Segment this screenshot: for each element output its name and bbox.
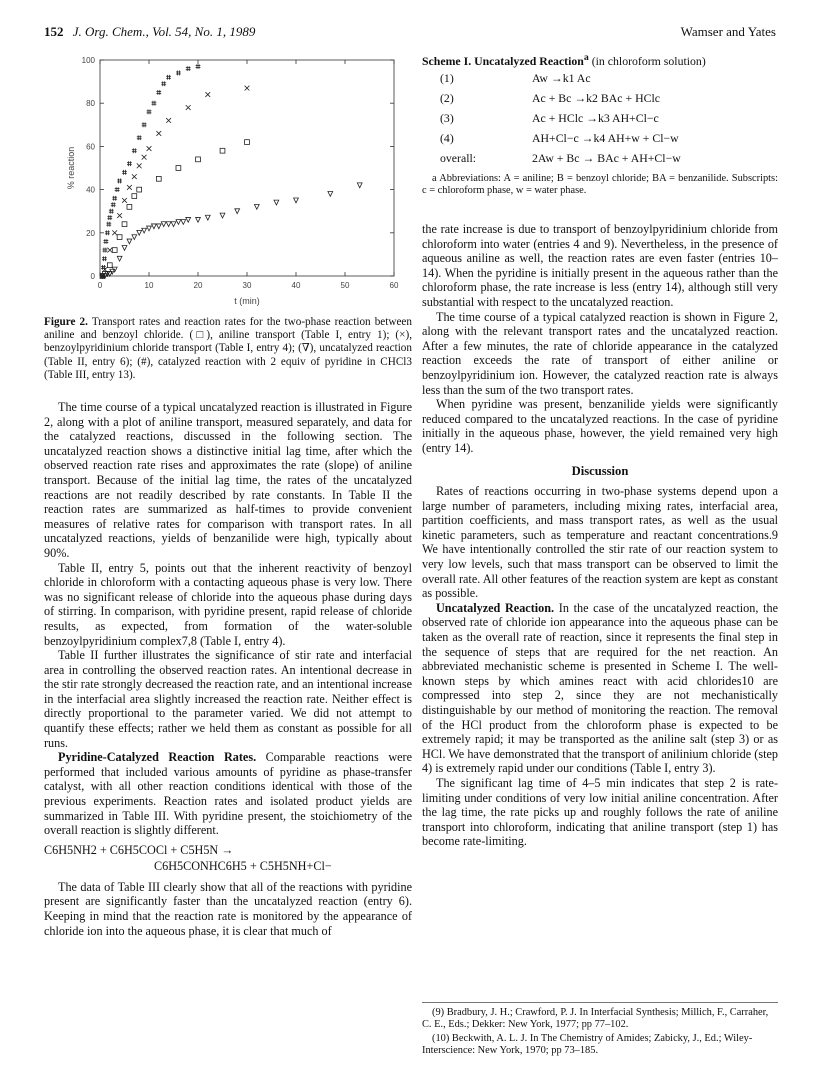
x-tick-label: 30 [242, 281, 252, 290]
triangle-marker [166, 222, 171, 227]
data-point-x [117, 213, 122, 218]
triangle-marker [274, 200, 279, 205]
data-point-square [117, 235, 122, 240]
data-point-hash [112, 196, 117, 201]
data-point-hash [127, 161, 132, 166]
square-marker [245, 140, 250, 145]
paragraph: The significant lag time of 4–5 min indicates that step 2 is rate-limiting under conditions of very low initial aniline concentration. After the lag time, the rate picks up and roughly follows the rate of aniline transport into chloroform, indicating that aniline transport (step 1) has become rate-limiting. [422, 775, 778, 849]
data-point-square [220, 148, 225, 153]
paragraph: The time course of a typical catalyzed reaction is shown in Figure 2, along with the relevant transport rates and the uncatalyzed reaction. After a few minutes, the rate of chloride appearance in the catalyzed reaction exceeds the rate of transport of either aniline or benzoylpyridinium ion. However, the catalyzed reaction rate is always less than the sum of the two transport rates. [422, 309, 778, 397]
footnotes [422, 1002, 778, 1059]
data-point-square [156, 176, 161, 181]
triangle-marker [152, 224, 157, 229]
triangle-marker [122, 246, 127, 251]
data-point-triangle [274, 200, 279, 205]
figure-caption [44, 316, 412, 382]
x-axis-label: t (min) [234, 296, 260, 306]
scheme-1 [422, 52, 778, 197]
x-tick-label: 0 [97, 281, 103, 290]
square-marker [220, 148, 225, 153]
triangle-marker [132, 235, 137, 240]
paragraph: When pyridine was present, benzanilide yields were significantly reduced compared to the uncatalyzed reactions. In the case of pyridine initially in the aqueous phase, however, the yield remained very high (entry 14). [422, 397, 778, 455]
footnote-9: (9) Bradbury, J. H.; Crawford, P. J. In Interfacial Synthesis; Millich, F., Carraher, C. E., Eds.; Dekker: New York, 1977; pp 77–102. [422, 1007, 769, 1030]
data-point-x [142, 155, 147, 160]
scheme-step: (3) Ac + HClc →k3 AH+Cl−c [440, 110, 659, 125]
data-point-square [112, 248, 117, 253]
data-point-x [107, 248, 112, 253]
square-marker [132, 194, 137, 199]
data-point-hash [102, 256, 107, 261]
triangle-marker [156, 224, 161, 229]
y-tick-label: 100 [81, 56, 95, 65]
triangle-marker [117, 256, 122, 261]
left-column [44, 400, 412, 938]
triangle-marker [181, 220, 186, 225]
scheme-step: (1) Aw →k1 Ac [440, 70, 591, 85]
y-tick-label: 60 [86, 142, 95, 152]
right-column [422, 222, 778, 849]
triangle-marker [161, 222, 166, 227]
data-point-x [132, 174, 137, 179]
data-point-x [122, 198, 127, 203]
data-point-hash [109, 209, 114, 214]
section-heading: Discussion [571, 463, 629, 478]
paragraph-body: In the case of the uncatalyzed reaction, the observed rate of chloride ion appearance into the aqueous phase can be taken as the overall rate of reaction, since it represents the final step in the sequence of steps that are required for the net reaction. An abbreviated mechanistic scheme is presented in Scheme I. The well-known steps by which amines react with acid chlorides10 are compressed into step 2, since they are not mechanistically distinguishable by our method of monitoring the reaction. The removal of the HCl product from the chloroform phase is expected to be extremely rapid; it may be transported as the aniline salt (step 3) or as HCl. We have demonstrated that the transport of anilinium chloride (step 4) is extremely rapid under our conditions (Table I, entry 3). [422, 600, 778, 776]
data-point-hash [156, 90, 161, 95]
data-point-triangle [142, 228, 147, 233]
data-point-hash [161, 81, 166, 86]
paragraph: Table II, entry 5, points out that the inherent reactivity of benzoyl chloride in chloroform with a contacting aqueous phase is very low. There was no significant release of chloride into the aqueous phase during days of stirring. In comparison, with pyridine present, rapid release of chloride results, as expected, from formation of the water-soluble benzoylpyridinium complex7,8 (Table I, entry 4). [44, 560, 412, 648]
x-tick-label: 20 [193, 281, 203, 290]
paragraph: The time course of a typical uncatalyzed reaction is illustrated in Figure 2, along with a plot of aniline transport, measured separately, and data for the catalyzed reactions, discussed in the following section. The uncatalyzed reaction shows a distinctive initial lag time, after which the observed reaction rate rises and approximates the rate (slope) of aniline transport. Because of the initial lag time, the rates of the uncatalyzed reactions are not readily described by rate constants. In Table II the reaction rates are summarized as half-times to provide convenient measures of relative rates for comparison with transport rates. In all uncatalyzed reactions, yields of benzanilide were high, typically about 90%. [44, 400, 412, 560]
paragraph-lead: Uncatalyzed Reaction. [436, 600, 555, 615]
caption-label: Figure 2. [44, 316, 88, 328]
paragraph: The data of Table III clearly show that all of the reactions with pyridine present are significantly faster than the uncatalyzed reaction (entry 6). Keeping in mind that the reaction rate is monitored by the appearance of chloride ion into the aqueous phase, it is clear that much of [44, 879, 412, 938]
square-marker [117, 235, 122, 240]
data-point-x [205, 92, 210, 97]
scheme-title: Scheme I. Uncatalyzed Reaction$^a$ (in chloroform solution) [422, 52, 706, 68]
x-tick-label: 50 [340, 281, 350, 290]
data-point-hash [107, 215, 112, 220]
data-point-triangle [156, 224, 161, 229]
triangle-marker [127, 239, 132, 244]
data-point-triangle [205, 215, 210, 220]
data-point-x [186, 105, 191, 110]
data-point-hash [105, 230, 110, 235]
data-point-hash [142, 122, 147, 127]
data-point-x [147, 146, 152, 151]
data-point-triangle [152, 224, 157, 229]
square-marker [156, 176, 161, 181]
data-point-hash [103, 248, 108, 253]
data-point-triangle [122, 246, 127, 251]
data-point-triangle [235, 209, 240, 214]
data-point-hash [166, 75, 171, 80]
x-tick-label: 10 [144, 281, 154, 290]
data-point-triangle [294, 198, 299, 203]
y-tick-label: 0 [90, 272, 95, 281]
paragraph-lead: Pyridine-Catalyzed Reaction Rates. [58, 750, 257, 765]
x-tick-label: 40 [291, 281, 301, 290]
data-point-triangle [357, 183, 362, 188]
footnote-10: (10) Beckwith, A. L. J. In The Chemistry of Amides; Zabicky, J., Ed.; Wiley-Interscience: New York, 1970; pp 73–185. [422, 1033, 753, 1056]
triangle-marker [171, 222, 176, 227]
header-authors: Wamser and Yates [680, 24, 776, 39]
y-tick-label: 20 [86, 228, 95, 238]
data-point-triangle [328, 192, 333, 197]
y-axis-label: % reaction [66, 146, 76, 190]
paragraph: Rates of reactions occurring in two-phase systems depend upon a large number of parameters, including mixing rates, interfacial area, partition coefficients, and mass transport rates, as well as the usual kinetic parameters, such as temperature and reactant concentrations.9 We have intentionally controlled the stir rate of our reaction system to very low levels, such that mass transport can be observed to limit the overall rate. All other features of the reaction system are kept as constant as possible. [422, 484, 778, 601]
data-point-x [245, 86, 250, 91]
data-point-x [166, 118, 171, 123]
chart-marks [100, 64, 362, 278]
paragraph [422, 601, 778, 776]
data-point-hash [122, 170, 127, 175]
page-number: 152 [44, 24, 64, 39]
data-point-square [196, 157, 201, 162]
journal-citation: J. Org. Chem., Vol. 54, No. 1, 1989 [72, 24, 256, 39]
data-point-triangle [254, 204, 259, 209]
triangle-marker [357, 183, 362, 188]
data-point-hash [137, 135, 142, 140]
triangle-marker [328, 192, 333, 197]
data-point-hash [117, 179, 122, 184]
triangle-marker [254, 204, 259, 209]
triangle-marker [235, 209, 240, 214]
data-point-triangle [127, 239, 132, 244]
data-point-triangle [196, 217, 201, 222]
caption-text: Transport rates and reaction rates for the two-phase reaction between aniline and benzoyl chloride. (□), aniline transport (Table I, entry 1); (×), benzoylpyridinium chloride transport (Table I, entry 4); (∇), uncatalyzed reaction (Table II, entry 6); (#), catalyzed reaction with 2 equiv of pyridine in CHCl3 (Table III, entry 13). [44, 316, 412, 381]
data-point-square [127, 204, 132, 209]
triangle-marker [142, 228, 147, 233]
data-point-square [245, 140, 250, 145]
x-tick-label: 60 [389, 281, 399, 290]
square-marker [107, 263, 112, 268]
equation-line-1: C6H5NH2 + C6H5COCl + C5H5N → [44, 842, 234, 857]
triangle-marker [186, 217, 191, 222]
data-point-triangle [132, 235, 137, 240]
data-point-square [176, 166, 181, 171]
data-point-hash [147, 109, 152, 114]
scheme-footnote: a Abbreviations: A = aniline; B = benzoyl chloride; BA = benzanilide. Subscripts: c = chloroform phase, w = water phase. [422, 172, 778, 196]
triangle-marker [294, 198, 299, 203]
paragraph [44, 750, 412, 838]
data-point-hash [196, 64, 201, 69]
data-point-hash [152, 101, 157, 106]
data-point-triangle [166, 222, 171, 227]
data-point-x [156, 131, 161, 136]
data-point-hash [176, 71, 181, 76]
plot-frame [100, 60, 394, 276]
data-point-triangle [161, 222, 166, 227]
chart-axes [66, 56, 399, 306]
triangle-marker [137, 230, 142, 235]
triangle-marker [196, 217, 201, 222]
reaction-equation [44, 842, 412, 874]
square-marker [122, 222, 127, 227]
data-point-hash [106, 222, 111, 227]
data-point-square [107, 263, 112, 268]
data-point-triangle [117, 256, 122, 261]
data-point-x [137, 163, 142, 168]
paragraph: the rate increase is due to transport of benzoylpyridinium chloride from chloroform into water (entries 4 and 9). Nevertheless, in the presence of aqueous aniline as well, the reaction rates are even faster (entries 10–14). When the pyridine is initially present in the aqueous rather than the chloroform phase, the rate increase is less (entry 14), although still very substantial with respect to the uncatalyzed reaction. [422, 222, 778, 309]
data-point-triangle [171, 222, 176, 227]
data-point-hash [132, 148, 137, 153]
triangle-marker [220, 213, 225, 218]
equation-line-2: C6H5CONHC6H5 + C5H5NH+Cl− [154, 858, 332, 873]
data-point-square [132, 194, 137, 199]
data-point-hash [186, 66, 191, 71]
square-marker [176, 166, 181, 171]
paragraph-body: Comparable reactions were performed that included various amounts of pyridine as phase-transfer catalyst, with all other reaction conditions identical with those of the previous experiments. Reaction rates and isolated product yields are summarized in Table III. With pyridine present, the stoichiometry of the overall reaction is slightly different. [44, 750, 412, 838]
scheme-overall: overall: 2Aw + Bc → BAc + AH+Cl−w [440, 150, 681, 165]
square-marker [137, 187, 142, 192]
triangle-marker [176, 220, 181, 225]
square-marker [127, 204, 132, 209]
header-left [44, 24, 255, 40]
scheme-step: (2) Ac + Bc →k2 BAc + HClc [440, 90, 660, 105]
y-tick-label: 80 [86, 99, 95, 109]
data-point-hash [115, 187, 120, 192]
y-tick-label: 40 [86, 185, 95, 195]
triangle-marker [205, 215, 210, 220]
paragraph: Table II further illustrates the significance of stir rate and interfacial area in controlling the observed reaction rates. An intentional decrease in the stir rate strongly decreased the reaction rate, and an intentional increase in the interfacial area slightly increased the reaction rate. Neither effect is directly proportional to the parameter varied. We did not attempt to quantify these effects; rather we held them as constant as possible for all runs. [44, 648, 412, 750]
square-marker [112, 248, 117, 253]
triangle-marker [147, 226, 152, 231]
square-marker [196, 157, 201, 162]
data-point-triangle [181, 220, 186, 225]
data-point-triangle [137, 230, 142, 235]
data-point-triangle [186, 217, 191, 222]
page-header [44, 24, 776, 44]
data-point-triangle [147, 226, 152, 231]
data-point-triangle [220, 213, 225, 218]
data-point-x [127, 185, 132, 190]
data-point-square [137, 187, 142, 192]
figure-2-chart [44, 52, 404, 314]
scheme-step: (4) AH+Cl−c →k4 AH+w + Cl−w [440, 130, 679, 145]
data-point-triangle [176, 220, 181, 225]
data-point-square [122, 222, 127, 227]
data-point-hash [103, 239, 108, 244]
data-point-x [112, 230, 117, 235]
data-point-hash [111, 202, 116, 207]
